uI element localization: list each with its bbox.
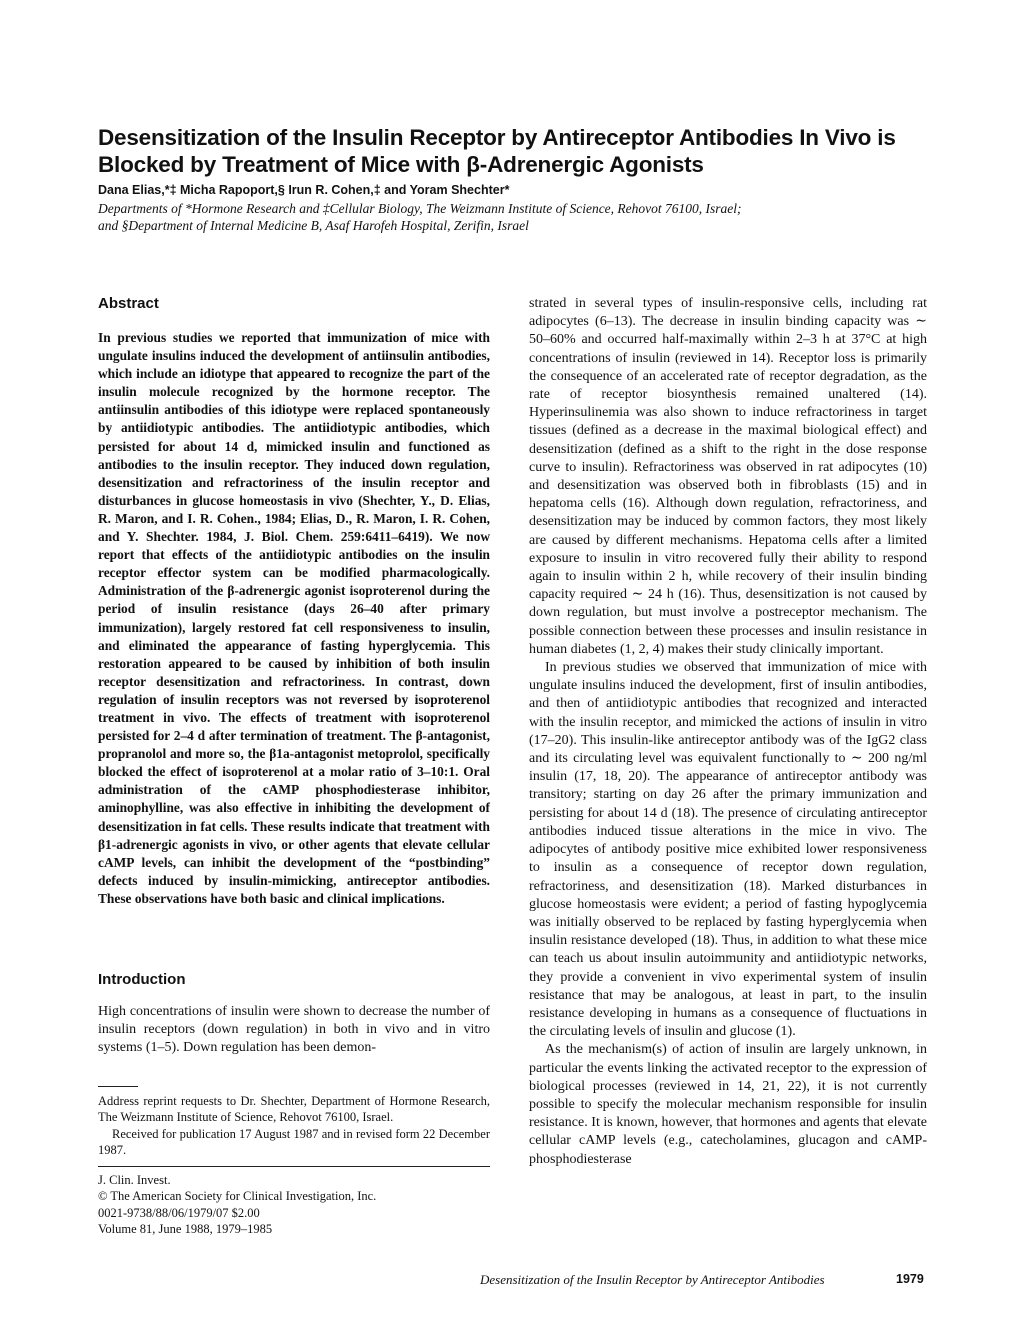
page-number: 1979 — [896, 1272, 924, 1286]
right-column — [529, 295, 927, 1169]
title-line-1: Desensitization of the Insulin Receptor by Antireceptor Antibodies In Vivo is — [98, 125, 896, 150]
affiliation-line-1: Departments of *Hormone Research and ‡Cellular Biology, The Weizmann Institute of Science, Rehovot 76100, Israel; — [98, 201, 742, 216]
journal-info — [98, 1172, 490, 1237]
introduction-heading: Introduction — [98, 971, 186, 988]
journal-code: 0021-9738/88/06/1979/07 $2.00 — [98, 1205, 260, 1220]
copyright-line: © The American Society for Clinical Investigation, Inc. — [98, 1189, 377, 1204]
author-list: Dana Elias,*‡ Micha Rapoport,§ Irun R. Cohen,‡ and Yoram Shechter* — [98, 183, 510, 197]
introduction-paragraph-2: In previous studies we observed that immunization of mice with ungulate insulins induced the development, first of insulin antibodies, and then of antiidiotypic antibodies that recognized and interacted with the insulin receptor, and mimicked the actions of insulin in vitro (17–20). This insulin-like antireceptor antibody was of the IgG2 class and its circulating level was equivalent functionally to ∼ 200 ng/ml insulin (17, 18, 20). The appearance of antireceptor antibody was transitory; starting on day 26 after the primary immunization and persisting for about 14 d (18). The presence of circulating antireceptor antibodies induced tissue alterations in the mice in vivo. The adipocytes of antibody positive mice exhibited lower responsiveness to insulin as a consequence of receptor down regulation, refractoriness, and desensitization (18). Marked disturbances in glucose homeostasis were evident; a period of fasting hypoglycemia was initially observed to be replaced by fasting hyperglycemia when insulin resistance developed (18). Thus, in addition to what these mice can teach us about insulin autoimmunity and antiidiotypic networks, they provide a convenient in vivo experimental system of insulin resistance that may be analogous, at least in part, to the insulin resistance developing in humans as a consequence of fluctuations in the circulating levels of insulin and glucose (1). — [529, 660, 927, 1040]
affiliations — [98, 201, 918, 234]
abstract-text: In previous studies we reported that immunization of mice with ungulate insulins induced the development of antiinsulin antibodies, which include an idiotype that appeared to recognize the part of the insulin molecule recognized by the hormone receptor. The antiinsulin antibodies of this idiotype were replaced spontaneously by antiidiotypic antibodies. The antiidiotypic antibodies, which persisted for about 14 d, mimicked insulin and functioned as antibodies to the insulin receptor. They induced down regulation, desensitization and refractoriness of the insulin receptor and disturbances in glucose homeostasis in vivo (Shechter, Y., D. Elias, R. Maron, and I. R. Cohen., 1984; Elias, D., R. Maron, I. R. Cohen, and Y. Shechter. 1984, J. Biol. Chem. 259:6411–6419). We now report that effects of the antiidiotypic antibodies on the insulin receptor effector system can be modified pharmacologically. Administration of the β-adrenergic agonist isoproterenol during the period of insulin resistance (days 26–40 after primary immunization), largely restored fat cell responsiveness to insulin, and eliminated the appearance of fasting hyperglycemia. This restoration appeared to be caused by inhibition of both insulin receptor desensitization and refractoriness. In contrast, down regulation of insulin receptors was not reversed by isoproterenol treatment in vivo. The effects of treatment with isoproterenol persisted for 2–4 d after termination of treatment. The β-antagonist, propranolol and more so, the β1a-antagonist metoprolol, specifically blocked the effect of isoproterenol at a molar ratio of 3–10:1. Oral administration of the cAMP phosphodiesterase inhibitor, aminophylline, was also effective in inhibiting the development of desensitization in fat cells. These results indicate that treatment with β1-adrenergic agonists in vivo, or other agents that elevate cellular cAMP levels, can inhibit the development of the “postbinding” defects induced by insulin-mimicking, antireceptor antibodies. These observations have both basic and clinical implications. — [98, 330, 490, 906]
reprint-request-note: Address reprint requests to Dr. Shechter, Department of Hormone Research, The Weizmann Institute of Science, Rehovot 76100, Israel. — [98, 1094, 490, 1125]
title-line-2: Blocked by Treatment of Mice with β-Adrenergic Agonists — [98, 152, 704, 177]
footnotes — [98, 1093, 490, 1158]
abstract-heading: Abstract — [98, 295, 159, 312]
journal-name: J. Clin. Invest. — [98, 1173, 171, 1187]
introduction-paragraph-1-continued: strated in several types of insulin-responsive cells, including rat adipocytes (6–13). The decrease in insulin binding capacity was ∼ 50–60% and occurred half-maximally within 2–3 h at 37°C at high concentrations of insulin (reviewed in 14). Receptor loss is primarily the consequence of an accelerated rate of receptor degradation, as the rate of receptor biosynthesis remained unaltered (14). Hyperinsulinemia was also shown to induce refractoriness in target tissues (defined as a decrease in the maximal biological effect) and desensitization (defined as a shift to the right in the dose response curve to insulin). Refractoriness was observed in rat adipocytes (10) and desensitization was observed both in fibroblasts (15) and in hepatoma cells (16). Although down regulation, refractoriness, and desensitization may be induced by common factors, they most likely are caused by different mechanisms. Hepatoma cells after a limited exposure to insulin in vitro recovered fully their ability to respond again to insulin within 2 h, while recovery of their insulin binding capacity required ∼ 24 h (16). Thus, desensitization is not caused by down regulation, but must involve a postreceptor mechanism. The possible connection between these processes and insulin resistance in human diabetes (1, 2, 4) makes their study clinically important. — [529, 296, 927, 657]
introduction-paragraph-1-start: High concentrations of insulin were shown to decrease the number of insulin receptors (down regulation) in both in vivo and in vitro systems (1–5). Down regulation has been demon- — [98, 1004, 490, 1056]
introduction-paragraph-3: As the mechanism(s) of action of insulin are largely unknown, in particular the events linking the activated receptor to the expression of biological processes (reviewed in 14, 21, 22), it is not currently possible to specify the molecular mechanism responsible for insulin resistance. It is known, however, that hormones and agents that elevate cellular cAMP levels (e.g., catecholamines, glucagon and cAMP-phosphodiesterase — [529, 1042, 927, 1167]
received-date-note: Received for publication 17 August 1987 and in revised form 22 December 1987. — [98, 1126, 490, 1157]
volume-line: Volume 81, June 1988, 1979–1985 — [98, 1221, 273, 1236]
footnote-divider — [98, 1086, 138, 1087]
article-title — [98, 124, 898, 178]
journal-info-divider — [98, 1166, 490, 1167]
running-title: Desensitization of the Insulin Receptor by Antireceptor Antibodies — [480, 1272, 825, 1287]
affiliation-line-2: and §Department of Internal Medicine B, Asaf Harofeh Hospital, Zerifin, Israel — [98, 217, 529, 233]
